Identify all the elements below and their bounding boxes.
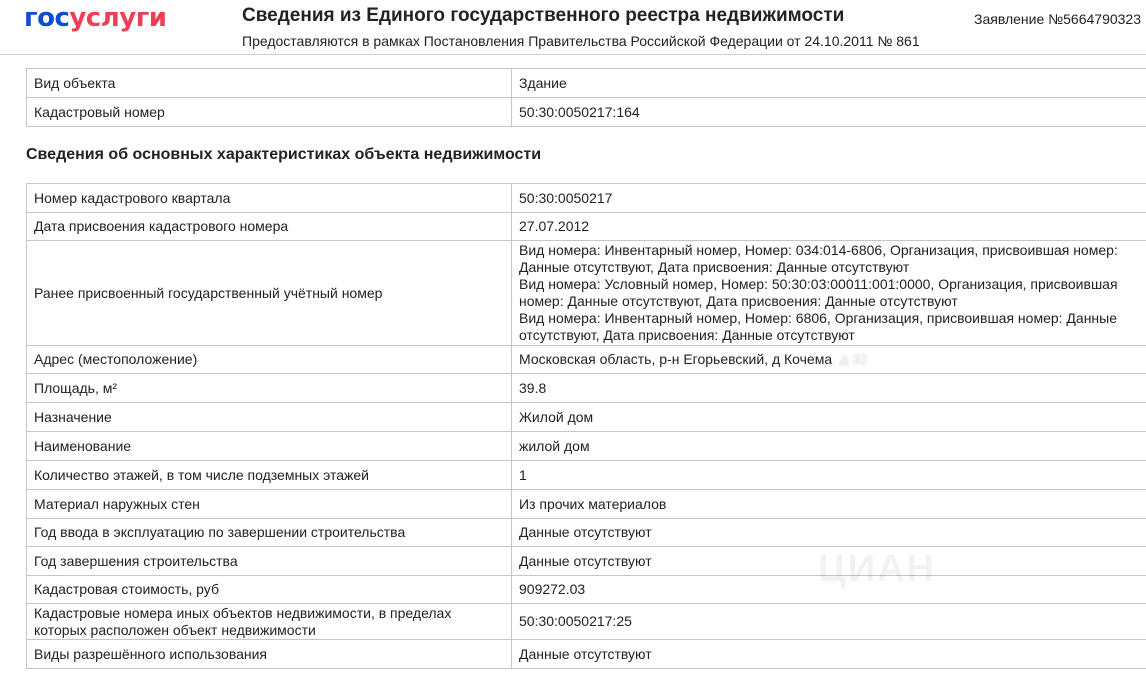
value-line: Вид номера: Инвентарный номер, Номер: 6806, Организация, присвоившая номер: Данные bbox=[519, 310, 1118, 326]
header-bar bbox=[0, 0, 1146, 55]
row-value: Из прочих материалов bbox=[512, 490, 1146, 519]
row-label: Кадастровый номер bbox=[27, 98, 512, 127]
characteristics-table bbox=[26, 183, 1146, 669]
row-value: 909272.03 bbox=[512, 576, 1146, 604]
document-subtitle: Предоставляются в рамках Постановления Правительства Российской Федерации от 24.10.2011 № 861 bbox=[242, 33, 920, 49]
watermark: ЦИАН bbox=[818, 548, 936, 590]
table-row bbox=[27, 346, 1146, 374]
row-label: Год завершения строительства bbox=[27, 547, 512, 576]
row-label: Год ввода в эксплуатацию по завершении строительства bbox=[27, 519, 512, 547]
row-label: Ранее присвоенный государственный учётный номер bbox=[27, 241, 512, 346]
application-number: Заявление №5664790323 bbox=[974, 11, 1142, 27]
table-row bbox=[27, 403, 1146, 432]
document-title: Сведения из Единого государственного реестра недвижимости bbox=[242, 5, 845, 26]
gosuslugi-logo[interactable] bbox=[24, 3, 167, 33]
row-value: Жилой дом bbox=[512, 403, 1146, 432]
logo-part-gos: гос bbox=[24, 3, 70, 33]
row-value: Данные отсутствуют bbox=[512, 519, 1146, 547]
logo-part-uslugi: услуги bbox=[69, 3, 167, 33]
row-value bbox=[512, 241, 1146, 346]
table-row bbox=[27, 604, 1146, 640]
table-row bbox=[27, 547, 1146, 576]
table-row bbox=[27, 213, 1146, 241]
table-row bbox=[27, 69, 1146, 98]
table-row bbox=[27, 519, 1146, 547]
table-row bbox=[27, 241, 1146, 346]
table-row bbox=[27, 98, 1146, 127]
table-row bbox=[27, 461, 1146, 490]
row-label: Количество этажей, в том числе подземных этажей bbox=[27, 461, 512, 490]
row-label: Номер кадастрового квартала bbox=[27, 184, 512, 213]
row-value: 50:30:0050217 bbox=[512, 184, 1146, 213]
address-blurred-text: , д 32 bbox=[832, 351, 868, 367]
row-value: 39.8 bbox=[512, 374, 1146, 403]
row-label: Площадь, м² bbox=[27, 374, 512, 403]
value-line: Вид номера: Инвентарный номер, Номер: 034:014-6806, Организация, присвоившая номер: bbox=[519, 242, 1118, 258]
row-value: 50:30:0050217:25 bbox=[512, 604, 1146, 640]
row-label: Дата присвоения кадастрового номера bbox=[27, 213, 512, 241]
table-row bbox=[27, 490, 1146, 519]
table-row bbox=[27, 576, 1146, 604]
object-identity-table bbox=[26, 68, 1146, 127]
row-label: Наименование bbox=[27, 432, 512, 461]
row-value: 27.07.2012 bbox=[512, 213, 1146, 241]
value-line: Данные отсутствуют, Дата присвоения: Данные отсутствуют bbox=[519, 259, 910, 275]
row-value: 1 bbox=[512, 461, 1146, 490]
row-value: жилой дом bbox=[512, 432, 1146, 461]
row-label bbox=[27, 604, 512, 640]
label-line: Кадастровые номера иных объектов недвижимости, в пределах bbox=[34, 604, 452, 621]
value-line: отсутствуют, Дата присвоения: Данные отсутствуют bbox=[519, 327, 855, 343]
table-row bbox=[27, 640, 1146, 669]
row-label: Виды разрешённого использования bbox=[27, 640, 512, 669]
row-value: 50:30:0050217:164 bbox=[512, 98, 1146, 127]
row-label: Адрес (местоположение) bbox=[27, 346, 512, 374]
row-label: Материал наружных стен bbox=[27, 490, 512, 519]
label-line: которых расположен объект недвижимости bbox=[34, 621, 316, 638]
address-text: Московская область, р-н Егорьевский, д Кочема bbox=[519, 351, 833, 367]
value-line: Вид номера: Условный номер, Номер: 50:30:03:00011:001:0000, Организация, присвоившая bbox=[519, 276, 1118, 292]
row-label: Назначение bbox=[27, 403, 512, 432]
row-value: Данные отсутствуют bbox=[512, 547, 1146, 576]
value-line: номер: Данные отсутствуют, Дата присвоения: Данные отсутствуют bbox=[519, 293, 958, 309]
row-value: Данные отсутствуют bbox=[512, 640, 1146, 669]
table-row bbox=[27, 432, 1146, 461]
table-row bbox=[27, 184, 1146, 213]
row-label: Вид объекта bbox=[27, 69, 512, 98]
row-label: Кадастровая стоимость, руб bbox=[27, 576, 512, 604]
section-title: Сведения об основных характеристиках объекта недвижимости bbox=[26, 146, 542, 163]
row-value: Здание bbox=[512, 69, 1146, 98]
table-row bbox=[27, 374, 1146, 403]
row-value bbox=[512, 346, 1146, 374]
